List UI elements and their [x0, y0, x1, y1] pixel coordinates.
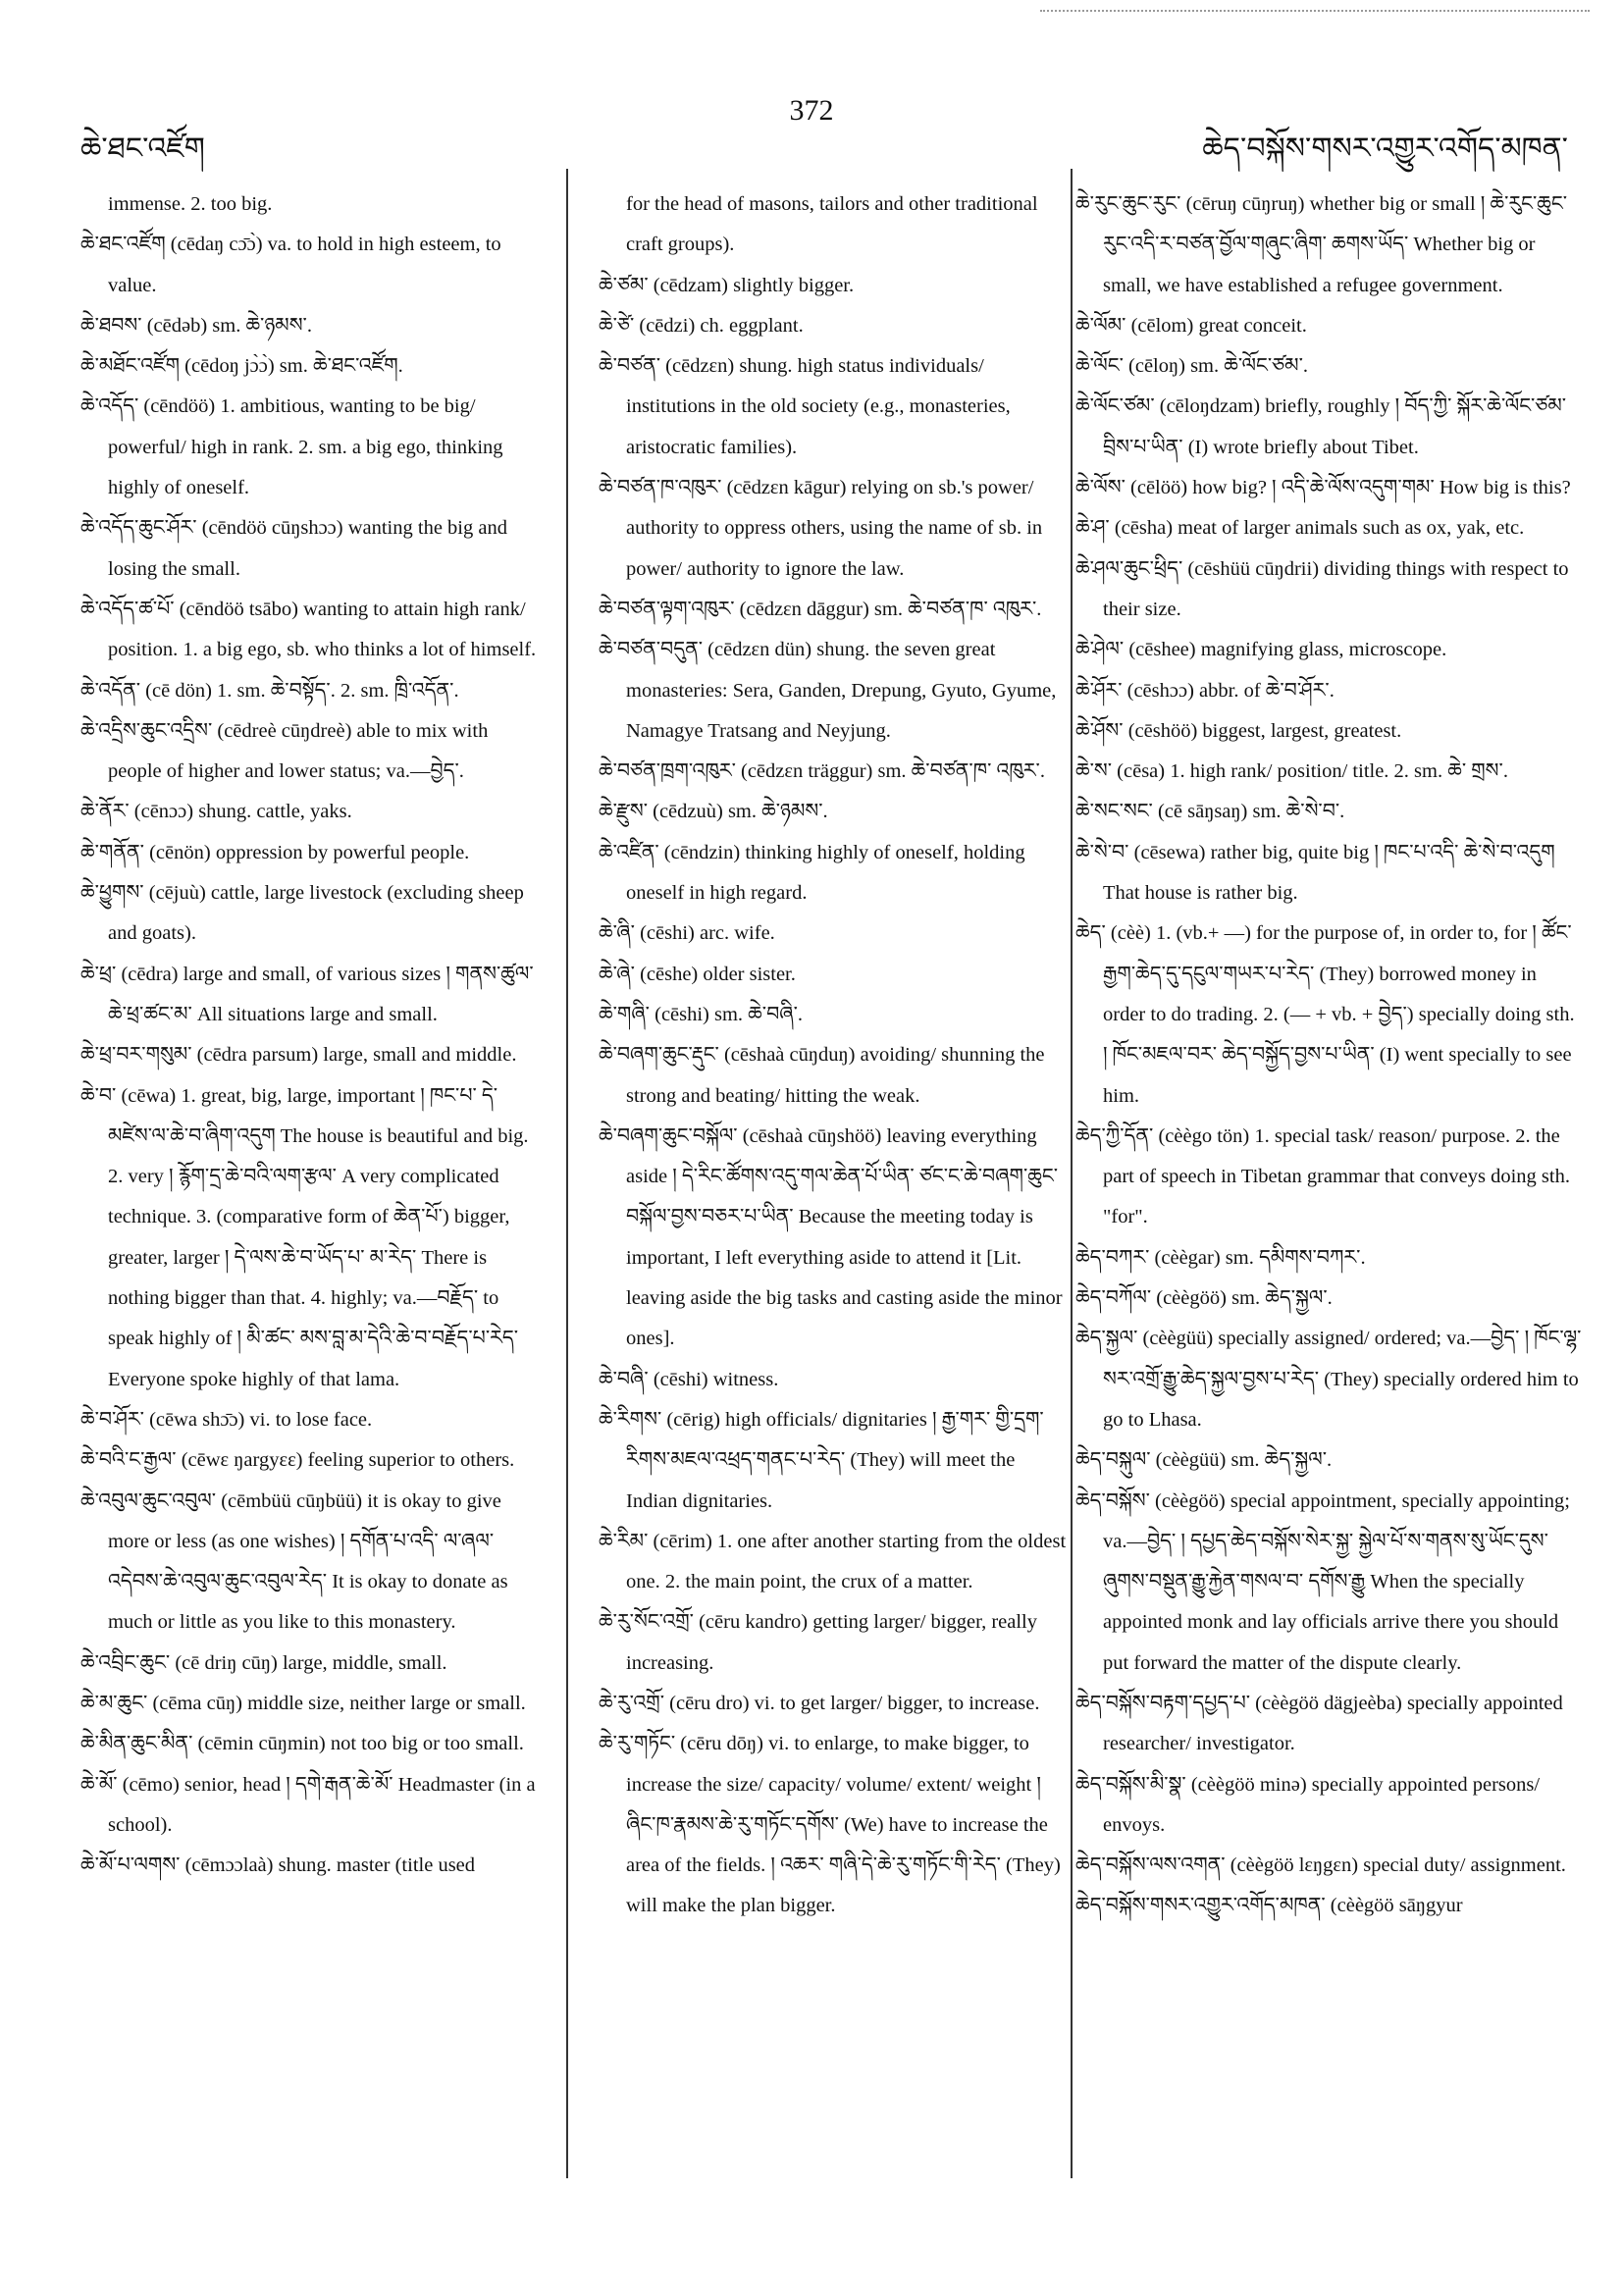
- dictionary-entry: ཆེ་བཞག་ཆུང་བསྐོལ་ (cēshaà cūŋshöö) leaving everything aside ། དེ་རིང་ཚོགས་འདུ་གལ་ཆེན་པོ་ཡིན་ ཙང་ང་ཆེ་བཞག་ཆུང་བསྐོལ་བྱས་བཅར་པ་ཡིན་ Because the meeting today is important, I left everything aside to attend it [Lit. leaving aside the big tasks and casting aside the minor ones].: [599, 1124, 1063, 1350]
- dictionary-entry: ཆེ་བཙན་བདུན་ (cēdzɛn dün) shung. the seven great monasteries: Sera, Ganden, Drepung, Gyuto, Gyume, Namagye Tratsang and Neyjung.: [599, 639, 1057, 742]
- dictionary-entry: ཆེ་བཞག་ཆུང་རྡུང་ (cēshaà cūŋduŋ) avoiding/ shunning the strong and beating/ hitting the weak.: [599, 1044, 1045, 1107]
- dictionary-entry: ཆེ་ཤོས་ (cēshöö) biggest, largest, greatest.: [1075, 719, 1402, 742]
- dictionary-entry: ཆེད་ (cèè) 1. (vb.+ —) for the purpose of, in order to, for ། ཚོང་རྒྱག་ཆེད་དུ་དངུལ་གཡར་པ་རེད་ (They) borrowed money in order to do trading. 2. (— + vb. + བྱེད་) specially doing sth. ། ཁོང་མཇལ་བར་ ཆེད་བསྐྱོད་བྱས་པ་ཡིན་ (I) went specially to see him.: [1075, 922, 1575, 1107]
- dictionary-entry: ཆེད་སྐྱལ་ (cèègüü) specially assigned/ ordered; va.—བྱེད་ ། ཁོང་ལྷ་སར་འགྲོ་རྒྱུ་ཆེད་སྐྱལ་བྱས་པ་རེད་ (They) specially ordered him to go to Lhasa.: [1075, 1328, 1582, 1431]
- dictionary-entry: ཆེ་ཞེ་ (cēshe) older sister.: [599, 963, 796, 985]
- dictionary-entry: ཆེ་ཤལ་ཆུང་ཕྲིད་ (cēshüü cūŋdrii) dividing things with respect to their size.: [1075, 557, 1569, 620]
- dictionary-entry: ཆེ་ནོར་ (cēnɔɔ) shung. cattle, yaks.: [80, 801, 352, 823]
- dictionary-entry: ཆེ་རུང་ཆུང་རུང་ (cēruŋ cūŋruŋ) whether big or small ། ཆེ་རུང་ཆུང་རུང་འདི་ར་བཙན་བྱོལ་གཞུང་ཞིག་ ཆགས་ཡོད་ Whether big or small, we have established a refugee government.: [1075, 193, 1568, 296]
- dictionary-entry: ཆེ་ལོམ་ (cēlom) great conceit.: [1075, 314, 1307, 337]
- dictionary-entry: ཆེད་བཀར་ (cèègar) sm. དམིགས་བཀར་.: [1075, 1246, 1366, 1269]
- dictionary-entry: ཆེ་ཤོར་ (cēshɔɔ) abbr. of ཆེ་བ་ཤོར་.: [1075, 679, 1335, 702]
- dictionary-entry: ཆེ་རྫུས་ (cēdzuù) sm. ཆེ་ཉམས་.: [599, 801, 828, 823]
- dictionary-entry: ཆེ་འབུལ་ཆུང་འབུལ་ (cēmbüü cūŋbüü) it is okay to give more or less (as one wishes) ། དགོན་པ་འདི་ ལ་ཞལ་འདེབས་ཆེ་འབུལ་ཆུང་འབུལ་རེད་ It is okay to donate as much or little as you like to this monastery.: [80, 1489, 508, 1634]
- dictionary-entry: ཆེ་བཙན་ཁྲག་འཁུར་ (cēdzɛn träggur) sm. ཆེ་བཙན་ཁ་ འཁུར་.: [599, 760, 1045, 783]
- dictionary-entry: ཆེ་བཞི་ (cēshi) witness.: [599, 1368, 779, 1390]
- dictionary-entry: ཆེ་བ་ (cēwa) 1. great, big, large, important ། ཁང་པ་ དེ་མཛེས་ལ་ཆེ་བ་ཞིག་འདུག The house is beautiful and big. 2. very ། རྙོག་དྲ་ཆེ་བའི་ལག་རྩལ་ A very complicated technique. 3. (comparative form of ཆེན་པོ་) bigger, greater, larger ། དེ་ལས་ཆེ་བ་ཡོད་པ་ མ་རེད་ There is nothing bigger than that. 4. highly; va.—བརྗོད་ to speak highly of ། མི་ཚང་ མས་བླ་མ་དེའི་ཆེ་བ་བརྗོད་པ་རེད་ Everyone spoke highly of that lama.: [80, 1084, 529, 1390]
- dictionary-column-1: [80, 184, 542, 1886]
- dictionary-entry: ཆེ་འདྲིས་ཆུང་འདྲིས་ (cēdreè cūŋdreè) able to mix with people of higher and lower status; va.—བྱེད་.: [80, 719, 489, 783]
- dictionary-entry: ཆེ་ལོས་ (cēlöö) how big? ། འདི་ཆེ་ལོས་འདུག་གམ་ How big is this?: [1075, 477, 1571, 499]
- dictionary-entry: ཆེ་ས་ (cēsa) 1. high rank/ position/ title. 2. sm. ཆེ་ གྲས་.: [1075, 760, 1508, 783]
- dictionary-entry: ཆེ་འདོད་ཆུང་ཤོར་ (cēndöö cūŋshɔɔ) wanting the big and losing the small.: [80, 517, 507, 580]
- column-divider: [566, 169, 568, 2178]
- dictionary-entry: ཆེ་གཞི་ (cēshi) sm. ཆེ་བཞི་.: [599, 1003, 804, 1025]
- dictionary-entry: ཆེ་རིགས་ (cērig) high officials/ dignitaries ། རྒྱ་གར་ གྱི་དྲག་རིགས་མཇལ་འཕྲད་གནང་པ་རེད་ (They) will meet the Indian dignitaries.: [599, 1408, 1044, 1512]
- dictionary-entry: ཆེ་མིན་ཆུང་མིན་ (cēmin cūŋmin) not too big or too small.: [80, 1733, 524, 1755]
- dictionary-entry: ཆེ་ཙམ་ (cēdzam) slightly bigger.: [599, 274, 855, 296]
- dictionary-entry: ཆེ་མ་ཆུང་ (cēma cūŋ) middle size, neither large or small.: [80, 1692, 526, 1714]
- dictionary-entry: ཆེ་གནོན་ (cēnön) oppression by powerful people.: [80, 841, 470, 863]
- dictionary-entry: ཆེ་སེ་བ་ (cēsewa) rather big, quite big ། ཁང་པ་འདི་ ཆེ་སེ་བ་འདུག That house is rather big.: [1075, 841, 1555, 905]
- dictionary-entry: ཆེ་རུ་འགྲོ་ (cēru dro) vi. to get larger/ bigger, to increase.: [599, 1692, 1040, 1714]
- dictionary-entry: ཆེ་རིམ་ (cērim) 1. one after another starting from the oldest one. 2. the main point, the crux of a matter.: [599, 1530, 1067, 1593]
- dictionary-entry: ཆེ་ཕྲ་བར་གསུམ་ (cēdra parsum) large, small and middle.: [80, 1044, 517, 1067]
- dictionary-entry: ཆེད་ཀྱི་དོན་ (cèègo tön) 1. special task/ reason/ purpose. 2. the part of speech in Tibetan grammar that conveys doing sth. "for".: [1075, 1124, 1570, 1228]
- column-divider: [1071, 169, 1073, 2178]
- dictionary-entry: ཆེ་ཕྲ་ (cēdra) large and small, of various sizes ། གནས་ཚུལ་ཆེ་ཕྲ་ཚང་མ་ All situations large and small.: [80, 963, 534, 1025]
- dictionary-entry: ཆེ་མོ་ (cēmo) senior, head ། དགེ་རྒན་ཆེ་མོ་ Headmaster (in a school).: [80, 1773, 536, 1836]
- dictionary-entry: ཆེ་ཤ་ (cēsha) meat of larger animals such as ox, yak, etc.: [1075, 517, 1525, 540]
- dictionary-entry: ཆེད་བསྐོས་མི་སྣ་ (cèègöö minə) specially appointed persons/ envoys.: [1075, 1773, 1541, 1836]
- dictionary-entry: ཆེད་བསྐོས་གསར་འགྱུར་འགོད་མཁན་ (cèègöö sāŋgyur: [1075, 1895, 1463, 1917]
- running-head-left: ཆེ་ཐང་འཛོག: [80, 131, 205, 166]
- dictionary-entry: ཆེ་བཙན་ (cēdzɛn) shung. high status individuals/ institutions in the old society (e.g., monasteries, aristocratic families).: [599, 355, 1011, 458]
- dictionary-entry: ཆེ་རུ་སོང་འགྲོ་ (cēru kandro) getting larger/ bigger, really increasing.: [599, 1611, 1037, 1674]
- dictionary-entry: ཆེད་བསྐོས་བརྟག་དཔྱད་པ་ (cèègöö dägjeèba) specially appointed researcher/ investigator.: [1075, 1692, 1563, 1755]
- dictionary-entry: ཆེ་ཤེལ་ (cēshee) magnifying glass, microscope.: [1075, 639, 1447, 661]
- dictionary-entry: ཆེ་འཛིན་ (cēndzin) thinking highly of oneself, holding oneself in high regard.: [599, 841, 1025, 905]
- dictionary-entry: ཆེ་བཙན་ལྟག་འཁུར་ (cēdzɛn dāggur) sm. ཆེ་བཙན་ཁ་ འཁུར་.: [599, 598, 1042, 620]
- dictionary-entry: ཆེ་མོ་པ་ལགས་ (cēmɔɔlaà) shung. master (title used: [80, 1854, 476, 1877]
- dictionary-entry: ཆེ་འདོན་ (cē dön) 1. sm. ཆེ་བསྟོད་. 2. sm. ཁྲི་འདོན་.: [80, 679, 459, 702]
- dictionary-column-2: [599, 184, 1068, 1927]
- dictionary-column-3: [1075, 184, 1582, 1927]
- dictionary-entry: ཆེ་ཕྱུགས་ (cējuù) cattle, large livestock (excluding sheep and goats).: [80, 882, 524, 945]
- dictionary-entry: ཆེད་བཀོལ་ (cèègöö) sm. ཆེད་སྐྱལ་.: [1075, 1287, 1333, 1310]
- dictionary-entry: ཆེ་བཙན་ཁ་འཁུར་ (cēdzɛn kāgur) relying on sb.'s power/ authority to oppress others, using the name of sb. in power/ authority to ignore the law.: [599, 477, 1043, 580]
- dictionary-entry: ཆེ་འདོད་ཚ་པོ་ (cēndöö tsābo) wanting to attain high rank/ position. 1. a big ego, sb. who thinks a lot of himself.: [80, 598, 537, 661]
- running-head-right: ཆེད་བསྐོས་གསར་འགྱུར་འགོད་མཁན་: [1202, 131, 1568, 166]
- dictionary-entry: ཆེད་བསྐོས་ (cèègöö) special appointment, specially appointing; va.—བྱེད་ ། དཔྱད་ཆེད་བསྐོས་སེར་སྐྱ་ སྐྱེལ་པོ་ས་གནས་སུ་ཡོང་དུས་ཞུགས་བསྡུན་རྒྱུ་རྐྱེན་གསལ་བ་ དགོས་རྒྱུ When the specially appointed monk and lay officials arrive there you should put forward the matter of the dispute clearly.: [1075, 1489, 1570, 1674]
- dictionary-entry: ཆེ་ཙེ་ (cēdzi) ch. eggplant.: [599, 314, 804, 337]
- dictionary-entry: ཆེད་བསྐུལ་ (cèègüü) sm. ཆེད་སྐྱལ་.: [1075, 1449, 1333, 1472]
- dictionary-entry: immense. 2. too big.: [108, 193, 273, 215]
- dictionary-entry: ཆེ་བ་ཤོར་ (cēwa shɔ̄ɔ) vi. to lose face.: [80, 1408, 373, 1431]
- dictionary-entry: ཆེ་འབྲིང་ཆུང་ (cē driŋ cūŋ) large, middle, small.: [80, 1651, 447, 1674]
- dictionary-entry: ཆེ་རུ་གཏོང་ (cēru dōŋ) vi. to enlarge, to make bigger, to increase the size/ capacity/ volume/ extent/ weight ། ཞིང་ཁ་རྣམས་ཆེ་རུ་གཏོང་དགོས་ (We) have to increase the area of the fields. ། འཆར་ གཞི་དེ་ཆེ་རུ་གཏོང་གི་རེད་ (They) will make the plan bigger.: [599, 1733, 1061, 1917]
- dictionary-entry: for the head of masons, tailors and other traditional craft groups).: [626, 193, 1038, 256]
- dictionary-entry: ཆེ་བའི་ང་རྒྱལ་ (cēwɛ ŋargyɛɛ) feeling superior to others.: [80, 1449, 515, 1472]
- dictionary-entry: ཆེ་ལོང་ (cēloŋ) sm. ཆེ་ལོང་ཙམ་.: [1075, 355, 1309, 378]
- dictionary-entry: ཆེ་སང་སང་ (cē sāŋsaŋ) sm. ཆེ་སེ་བ་.: [1075, 801, 1345, 823]
- dictionary-entry: ཆེ་འདོད་ (cēndöö) 1. ambitious, wanting to be big/ powerful/ high in rank. 2. sm. a big ego, thinking highly of oneself.: [80, 395, 503, 499]
- dictionary-entry: ཆེད་བསྐོས་ལས་འགན་ (cèègöö lɛŋgɛn) special duty/ assignment.: [1075, 1854, 1566, 1877]
- top-edge-dots: [1040, 10, 1590, 12]
- dictionary-entry: ཆེ་ཞི་ (cēshi) arc. wife.: [599, 922, 775, 945]
- page-number: 372: [789, 94, 834, 127]
- dictionary-entry: ཆེ་ལོང་ཙམ་ (cēloŋdzam) briefly, roughly ། བོད་ཀྱི་ སྐོར་ཆེ་ལོང་ཙམ་བྲིས་པ་ཡིན་ (I) wrote briefly about Tibet.: [1075, 395, 1567, 458]
- dictionary-entry: ཆེ་ཐང་འཛོག (cēdaŋ cɔ̄ɔ̀) va. to hold in high esteem, to value.: [80, 234, 501, 296]
- dictionary-entry: ཆེ་ཐབས་ (cēdəb) sm. ཆེ་ཉམས་.: [80, 314, 312, 337]
- dictionary-entry: ཆེ་མཐོང་འཛོག (cēdoŋ jɔ̀ɔ̀) sm. ཆེ་ཐང་འཛོག.: [80, 355, 403, 378]
